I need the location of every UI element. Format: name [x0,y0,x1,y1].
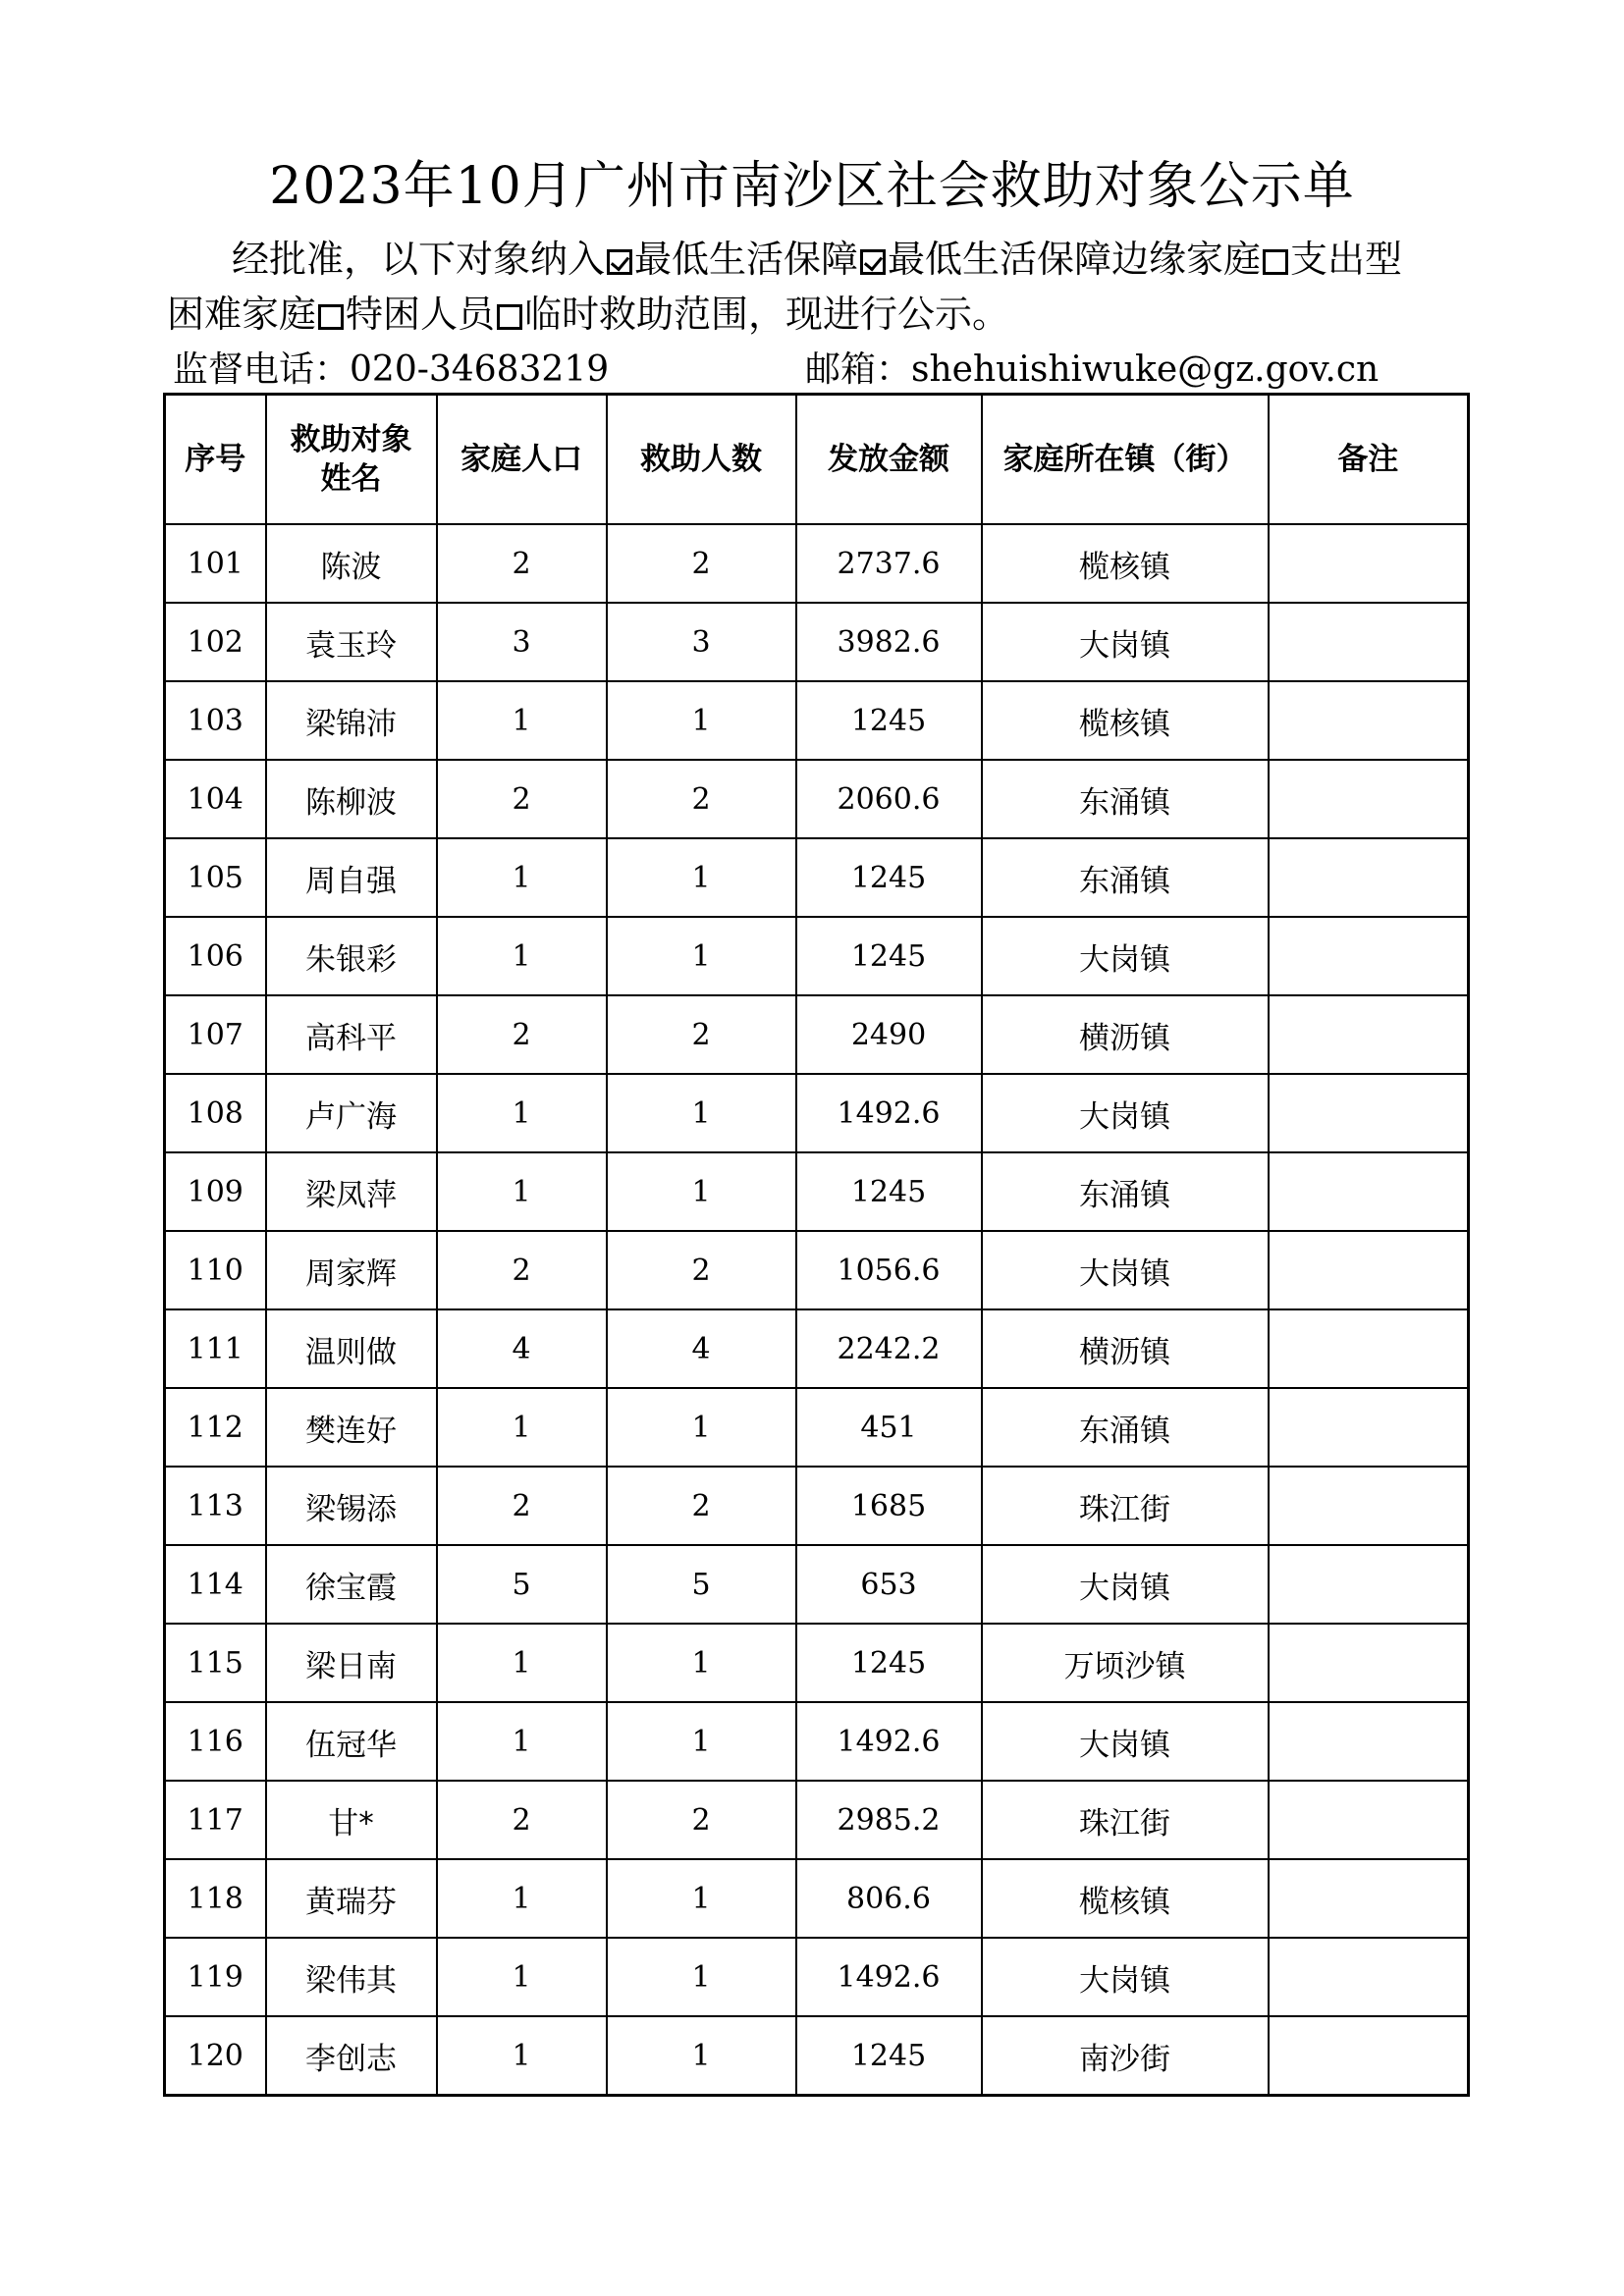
cell-amount: 1492.6 [796,1702,982,1781]
cell-aided-count: 2 [607,995,796,1074]
cell-amount: 2737.6 [796,524,982,603]
cell-name: 伍冠华 [266,1702,437,1781]
cell-amount: 1245 [796,1152,982,1231]
phone-number: 020-34683219 [350,349,610,390]
option-label-subsistence: 最低生活保障 [634,238,859,281]
cell-index: 104 [165,760,266,838]
table-row [165,1388,1469,1467]
cell-town: 东涌镇 [982,838,1269,917]
cell-remarks [1269,1467,1469,1545]
cell-household-size: 1 [437,681,607,760]
cell-name: 高科平 [266,995,437,1074]
cell-household-size: 1 [437,1859,607,1938]
cell-name: 梁锡添 [266,1467,437,1545]
cell-name: 温则做 [266,1309,437,1388]
cell-name: 徐宝霞 [266,1545,437,1624]
cell-remarks [1269,1388,1469,1467]
cell-town: 大岗镇 [982,1074,1269,1152]
cell-remarks [1269,760,1469,838]
cell-aided-count: 1 [607,1702,796,1781]
cell-remarks [1269,1702,1469,1781]
cell-household-size: 2 [437,995,607,1074]
cell-remarks [1269,2016,1469,2096]
table-row [165,1938,1469,2016]
cell-town: 大岗镇 [982,1545,1269,1624]
cell-index: 119 [165,1938,266,2016]
cell-amount: 1492.6 [796,1074,982,1152]
cell-amount: 1245 [796,681,982,760]
cell-index: 120 [165,2016,266,2096]
table-row [165,2016,1469,2096]
cell-town: 横沥镇 [982,1309,1269,1388]
header-aided-count: 救助人数 [607,395,796,525]
cell-remarks [1269,1309,1469,1388]
cell-remarks [1269,917,1469,995]
cell-remarks [1269,1545,1469,1624]
intro-suffix: 范围，现进行公示。 [674,293,1010,336]
checkbox-icon-subsistence-edge [860,249,886,275]
cell-household-size: 1 [437,1624,607,1702]
header-index: 序号 [165,395,266,525]
cell-town: 大岗镇 [982,917,1269,995]
cell-aided-count: 1 [607,1938,796,2016]
table-row [165,917,1469,995]
cell-household-size: 1 [437,1938,607,2016]
cell-index: 105 [165,838,266,917]
cell-amount: 653 [796,1545,982,1624]
header-amount: 发放金额 [796,395,982,525]
cell-remarks [1269,1152,1469,1231]
cell-household-size: 2 [437,1231,607,1309]
cell-household-size: 1 [437,1074,607,1152]
table-row [165,1309,1469,1388]
contact-line [173,346,1479,395]
cell-remarks [1269,838,1469,917]
cell-name: 周家辉 [266,1231,437,1309]
cell-town: 榄核镇 [982,524,1269,603]
cell-town: 榄核镇 [982,1859,1269,1938]
cell-index: 111 [165,1309,266,1388]
table-body [165,524,1469,2096]
cell-remarks [1269,681,1469,760]
cell-amount: 2985.2 [796,1781,982,1859]
option-label-extreme-poverty: 特困人员 [346,293,496,336]
header-recipient-name: 救助对象 姓名 [266,395,437,525]
table-row [165,1859,1469,1938]
cell-aided-count: 1 [607,1388,796,1467]
cell-town: 珠江街 [982,1467,1269,1545]
cell-household-size: 3 [437,603,607,681]
cell-name: 袁玉玲 [266,603,437,681]
cell-town: 东涌镇 [982,1388,1269,1467]
cell-household-size: 2 [437,760,607,838]
table-row [165,1702,1469,1781]
checkbox-icon-temporary-aid [497,304,522,330]
checkbox-icon-extreme-poverty [318,304,344,330]
cell-name: 卢广海 [266,1074,437,1152]
cell-name: 周自强 [266,838,437,917]
cell-index: 113 [165,1467,266,1545]
table-row [165,838,1469,917]
cell-name: 樊连好 [266,1388,437,1467]
cell-amount: 806.6 [796,1859,982,1938]
cell-name: 陈波 [266,524,437,603]
table-row [165,1467,1469,1545]
cell-household-size: 4 [437,1309,607,1388]
cell-amount: 2242.2 [796,1309,982,1388]
cell-amount: 1245 [796,917,982,995]
cell-name: 梁凤萍 [266,1152,437,1231]
cell-aided-count: 4 [607,1309,796,1388]
cell-household-size: 1 [437,2016,607,2096]
cell-town: 榄核镇 [982,681,1269,760]
cell-town: 大岗镇 [982,1938,1269,2016]
cell-amount: 2490 [796,995,982,1074]
cell-town: 南沙街 [982,2016,1269,2096]
cell-amount: 2060.6 [796,760,982,838]
cell-index: 101 [165,524,266,603]
cell-name: 陈柳波 [266,760,437,838]
cell-household-size: 1 [437,1152,607,1231]
cell-remarks [1269,1074,1469,1152]
cell-amount: 1492.6 [796,1938,982,2016]
cell-amount: 3982.6 [796,603,982,681]
table-row [165,603,1469,681]
header-town: 家庭所在镇（街） [982,395,1269,525]
aid-recipient-table [163,393,1470,2097]
email-address: shehuishiwuke@gz.gov.cn [911,349,1380,390]
cell-aided-count: 2 [607,1231,796,1309]
cell-town: 大岗镇 [982,1231,1269,1309]
table-row [165,1545,1469,1624]
cell-index: 114 [165,1545,266,1624]
option-label-expenditure-part1: 支出型 [1290,238,1403,281]
cell-aided-count: 1 [607,1624,796,1702]
cell-remarks [1269,1859,1469,1938]
cell-aided-count: 1 [607,1152,796,1231]
cell-aided-count: 1 [607,838,796,917]
cell-index: 117 [165,1781,266,1859]
cell-town: 大岗镇 [982,1702,1269,1781]
table-row [165,681,1469,760]
cell-aided-count: 1 [607,2016,796,2096]
table-row [165,524,1469,603]
intro-paragraph [167,232,1473,342]
cell-name: 梁伟其 [266,1938,437,2016]
intro-line-1 [167,232,1473,287]
cell-town: 东涌镇 [982,1152,1269,1231]
cell-town: 万顷沙镇 [982,1624,1269,1702]
option-label-subsistence-edge: 最低生活保障边缘家庭 [888,238,1262,281]
cell-remarks [1269,524,1469,603]
cell-household-size: 1 [437,917,607,995]
intro-prefix: 经批准，以下对象纳入 [232,238,606,281]
cell-name: 黄瑞芬 [266,1859,437,1938]
cell-index: 107 [165,995,266,1074]
option-label-expenditure-part2: 困难家庭 [167,293,317,336]
cell-amount: 1245 [796,1624,982,1702]
cell-index: 112 [165,1388,266,1467]
cell-index: 109 [165,1152,266,1231]
cell-name: 梁日南 [266,1624,437,1702]
table-row [165,1152,1469,1231]
cell-remarks [1269,1231,1469,1309]
table-row [165,995,1469,1074]
email-block [805,346,1379,395]
cell-aided-count: 5 [607,1545,796,1624]
cell-index: 116 [165,1702,266,1781]
cell-household-size: 2 [437,524,607,603]
cell-name: 朱银彩 [266,917,437,995]
phone-label: 监督电话： [173,349,351,390]
cell-name: 李创志 [266,2016,437,2096]
header-remarks: 备注 [1269,395,1469,525]
cell-household-size: 5 [437,1545,607,1624]
cell-aided-count: 1 [607,917,796,995]
cell-remarks [1269,603,1469,681]
table-row [165,1624,1469,1702]
cell-amount: 1245 [796,2016,982,2096]
intro-line-2 [167,287,1473,342]
cell-index: 110 [165,1231,266,1309]
table-row [165,1074,1469,1152]
cell-town: 东涌镇 [982,760,1269,838]
cell-household-size: 2 [437,1781,607,1859]
option-label-temporary-aid: 临时救助 [524,293,675,336]
cell-household-size: 1 [437,838,607,917]
cell-aided-count: 2 [607,760,796,838]
cell-index: 115 [165,1624,266,1702]
email-label: 邮箱： [805,349,912,390]
cell-amount: 1245 [796,838,982,917]
cell-aided-count: 2 [607,1467,796,1545]
cell-amount: 1685 [796,1467,982,1545]
cell-household-size: 1 [437,1388,607,1467]
table-row [165,760,1469,838]
cell-name: 梁锦沛 [266,681,437,760]
cell-index: 118 [165,1859,266,1938]
cell-name: 甘* [266,1781,437,1859]
cell-aided-count: 2 [607,524,796,603]
table-row [165,1781,1469,1859]
cell-amount: 451 [796,1388,982,1467]
cell-aided-count: 2 [607,1781,796,1859]
cell-index: 103 [165,681,266,760]
table-row [165,1231,1469,1309]
cell-town: 大岗镇 [982,603,1269,681]
cell-aided-count: 1 [607,681,796,760]
cell-remarks [1269,1781,1469,1859]
cell-index: 106 [165,917,266,995]
checkbox-icon-expenditure-hardship [1263,249,1288,275]
cell-household-size: 2 [437,1467,607,1545]
cell-remarks [1269,1624,1469,1702]
cell-aided-count: 3 [607,603,796,681]
cell-household-size: 1 [437,1702,607,1781]
checkbox-icon-subsistence [607,249,632,275]
table-header-row [165,395,1469,525]
cell-town: 横沥镇 [982,995,1269,1074]
cell-index: 102 [165,603,266,681]
cell-aided-count: 1 [607,1859,796,1938]
cell-index: 108 [165,1074,266,1152]
header-household-size: 家庭人口 [437,395,607,525]
cell-town: 珠江街 [982,1781,1269,1859]
cell-amount: 1056.6 [796,1231,982,1309]
cell-remarks [1269,995,1469,1074]
cell-remarks [1269,1938,1469,2016]
page-title: 2023年10月广州市南沙区社会救助对象公示单 [269,157,1355,216]
cell-aided-count: 1 [607,1074,796,1152]
